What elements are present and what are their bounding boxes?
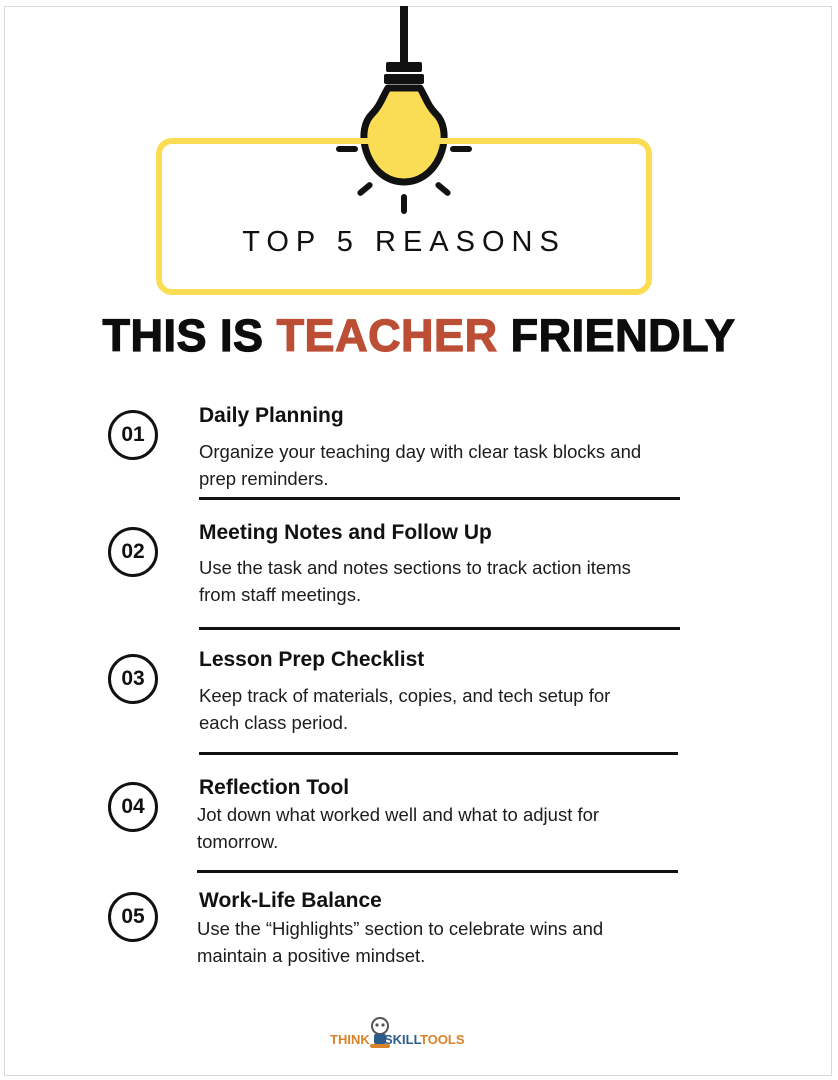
reasons-frame: [156, 138, 652, 295]
reason-description-line: Use the task and notes sections to track action items: [199, 557, 631, 578]
divider: [197, 870, 678, 873]
reason-description: [199, 439, 719, 492]
reason-description-line: Keep track of materials, copies, and tech setup for: [199, 685, 611, 706]
reason-description-line: maintain a positive mindset.: [197, 944, 426, 966]
reason-description: [197, 916, 717, 969]
reason-description: [197, 802, 717, 855]
reason-number-badge: 05: [108, 892, 158, 942]
reason-description-line: Organize your teaching day with clear task blocks and: [199, 441, 642, 462]
reason-description-line: Use the “Highlights” section to celebrate wins and: [197, 918, 604, 939]
reasons-label: TOP 5 REASONS: [242, 226, 566, 258]
reason-description-line: prep reminders.: [199, 467, 329, 489]
reason-description-line: Jot down what worked well and what to adjust for: [197, 804, 600, 825]
reason-number-badge: 04: [108, 782, 158, 832]
reason-title: Meeting Notes and Follow Up: [199, 521, 492, 544]
logo-think: THINK: [330, 1032, 370, 1047]
reason-description-line: each class period.: [199, 711, 349, 733]
reason-title: Reflection Tool: [199, 776, 350, 799]
reason-number-badge: 02: [108, 527, 158, 577]
headline-part2: FRIENDLY: [497, 310, 736, 361]
reason-description: [199, 683, 719, 736]
reason-title: Lesson Prep Checklist: [199, 648, 425, 671]
logo-skill: SKILL: [384, 1032, 422, 1047]
headline: [0, 310, 838, 362]
reason-title: Work-Life Balance: [199, 889, 382, 912]
reason-description: [199, 555, 719, 608]
reason-description-line: from staff meetings.: [199, 583, 362, 605]
reason-number-badge: 03: [108, 654, 158, 704]
reason-title: Daily Planning: [199, 404, 344, 427]
headline-accent: TEACHER: [276, 310, 498, 361]
headline-part1: THIS IS: [102, 310, 277, 361]
reason-description-line: tomorrow.: [197, 830, 279, 852]
divider: [199, 497, 680, 500]
reason-number-badge: 01: [108, 410, 158, 460]
divider: [199, 752, 678, 755]
logo-tools: TOOLS: [420, 1032, 465, 1047]
divider: [199, 627, 680, 630]
